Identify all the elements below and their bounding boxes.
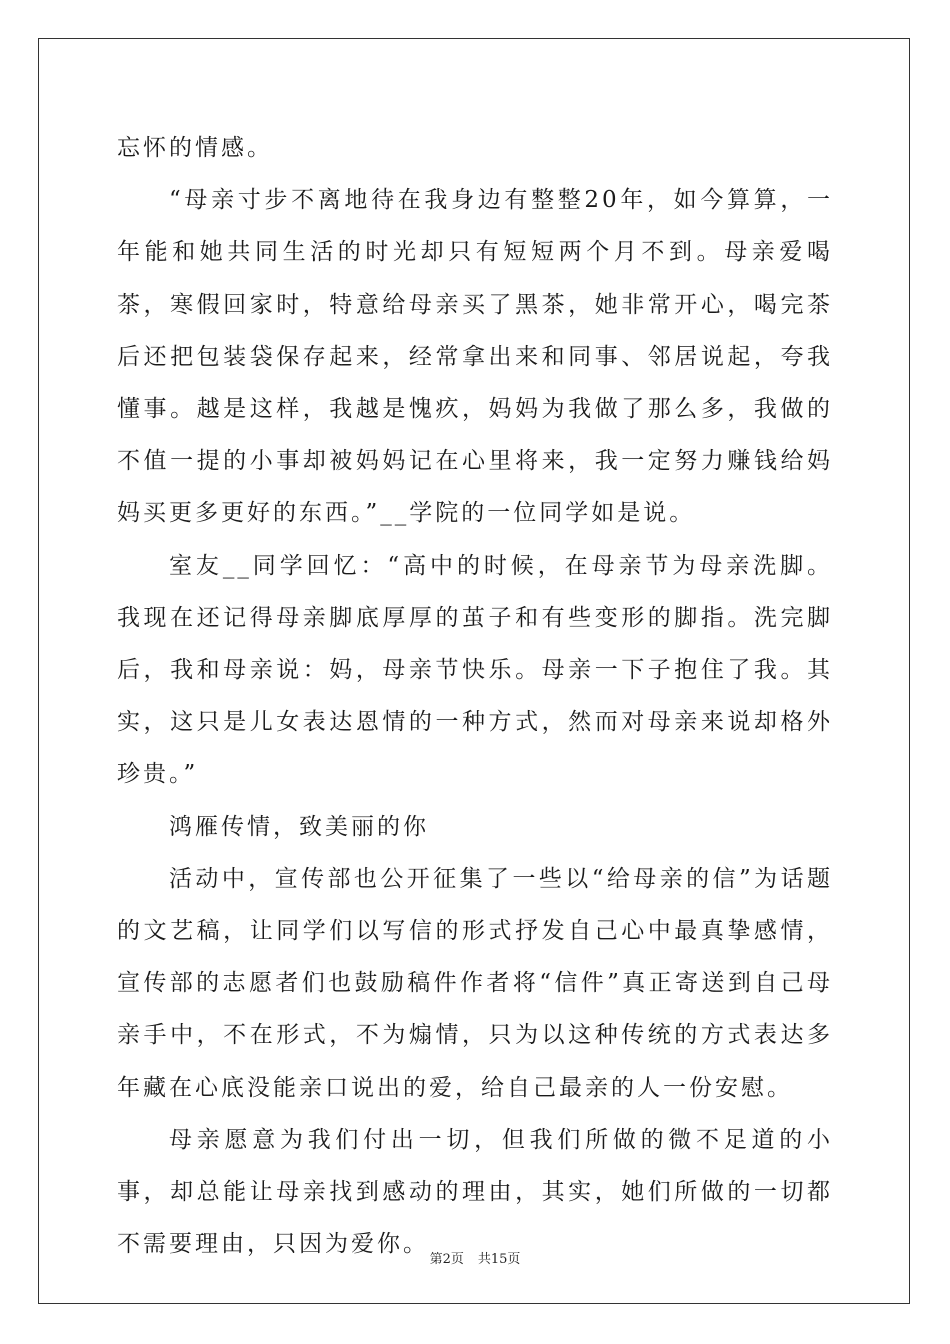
paragraph: 母亲愿意为我们付出一切，但我们所做的微不足道的小事，却总能让母亲找到感动的理由，其实，她们所做的一切都不需要理由，只因为爱你。 xyxy=(117,1126,833,1258)
document-body xyxy=(117,122,833,1270)
paragraph: 忘怀的情感。 xyxy=(117,135,273,161)
paragraph: 活动中，宣传部也公开征集了一些以“给母亲的信”为话题的文艺稿，让同学们以写信的形式抒发自己心中最真挚感情，宣传部的志愿者们也鼓励稿件作者将“信件”真正寄送到自己母亲手中，不在形式，不为煽情，只为以这种传统的方式表达多年藏在心底没能亲口说出的爱，给自己最亲的人一份安慰。 xyxy=(117,865,833,1101)
paragraph: “母亲寸步不离地待在我身边有整整20年，如今算算，一年能和她共同生活的时光却只有短短两个月不到。母亲爱喝茶，寒假回家时，特意给母亲买了黑茶，她非常开心，喝完茶后还把包装袋保存起来，经常拿出来和同事、邻居说起，夸我懂事。越是这样，我越是愧疚，妈妈为我做了那么多，我做的不值一提的小事却被妈妈记在心里将来，我一定努力赚钱给妈妈买更多更好的东西。”__学院的一位同学如是说。 xyxy=(117,187,833,527)
section-heading: 鸿雁传情，致美丽的你 xyxy=(169,813,429,840)
page-total: 共15页 xyxy=(477,1252,521,1267)
page-footer xyxy=(0,1248,950,1267)
paragraph: 室友__同学回忆：“高中的时候，在母亲节为母亲洗脚。我现在还记得母亲脚底厚厚的茧子和有些变形的脚指。洗完脚后，我和母亲说：妈，母亲节快乐。母亲一下子抱住了我。其实，这只是儿女表达恩情的一种方式，然而对母亲来说却格外珍贵。” xyxy=(117,552,833,788)
page-number: 第2页 xyxy=(429,1252,464,1267)
